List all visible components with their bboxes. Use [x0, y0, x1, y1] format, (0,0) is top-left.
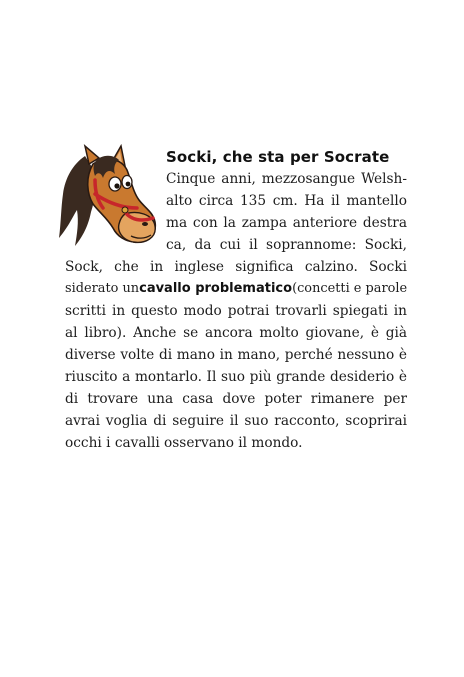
body-text-line-11: di trovare una casa dove poter rimanere per [65, 391, 407, 407]
body-text-line-7: scritti in questo modo potrai trovarli spiegati in [65, 303, 407, 319]
body-text-line-9: diverse volte di mano in mano, perché nessuno è [65, 347, 407, 363]
section-heading: Socki, che sta per Socrate [166, 148, 390, 166]
body-text-line-8: al libro). Anche se ancora molto giovane, è già [65, 325, 407, 341]
body-text-line-13: occhi i cavalli osservano il mondo. [65, 435, 303, 451]
body-text-line-4: ca, da cui il soprannome: Socki, [166, 237, 407, 253]
body-text-line-3: ma con la zampa anteriore destra [166, 215, 407, 231]
glossary-term: cavallo problematico [139, 281, 293, 296]
horse-head-illustration [55, 142, 163, 254]
body-text-line-10: riuscito a montarlo. Il suo più grande desiderio è [65, 369, 407, 385]
body-text-line-5: Sock, che in inglese significa calzino. Socki [65, 259, 407, 275]
body-text-line-1: Cinque anni, mezzosangue Welsh- [166, 171, 407, 187]
body-text-segment: (concetti e parole [292, 281, 408, 296]
body-text-segment: siderato un [65, 281, 140, 296]
body-text-line-12: avrai voglia di seguire il suo racconto, scoprirai [65, 413, 407, 429]
body-text-line-6 [65, 278, 407, 300]
body-text-line-2: alto circa 135 cm. Ha il mantello [166, 193, 407, 209]
